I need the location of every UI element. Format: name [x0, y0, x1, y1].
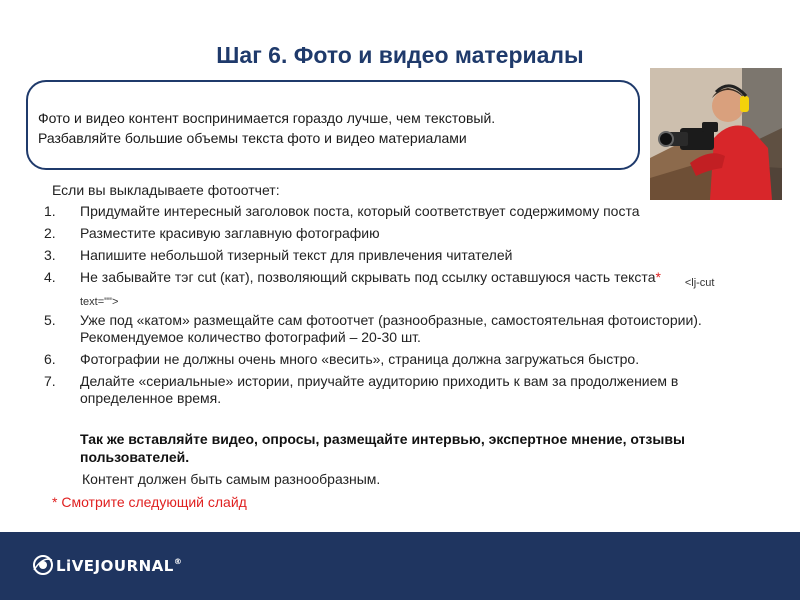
- step-number: 7.: [44, 373, 56, 389]
- steps-list: [44, 203, 754, 412]
- callout-text: [38, 108, 638, 148]
- callout-line-1: Фото и видео контент воспринимается гораздо лучше, чем текстовый.: [38, 110, 496, 126]
- step-number: 4.: [44, 269, 56, 285]
- list-item: [44, 225, 754, 242]
- step-text: Напишите небольшой тизерный текст для привлечения читателей: [80, 247, 513, 263]
- next-slide-note: * Смотрите следующий слайд: [52, 494, 247, 510]
- step-text: Уже под «катом» размещайте сам фотоотчет (разнообразные, самостоятельная фотоистории). Рекомендуемое количество фотографий – 20-30 шт.: [80, 312, 702, 345]
- step-number: 1.: [44, 203, 56, 219]
- photographer-photo: [650, 68, 782, 200]
- extra-content-note: Так же вставляйте видео, опросы, размещайте интервью, экспертное мнение, отзывы пользователей.: [80, 431, 685, 465]
- intro-text: Если вы выкладываете фотоотчет:: [52, 182, 280, 198]
- slide-title: Шаг 6. Фото и видео материалы: [216, 42, 584, 68]
- lj-cut-tag-example: <lj-cut text="">: [80, 277, 715, 308]
- step-number: 6.: [44, 351, 56, 367]
- step-text: Не забывайте тэг cut (кат), позволяющий скрывать под ссылку оставшуюся часть текста: [80, 269, 656, 285]
- list-item: [44, 373, 754, 407]
- list-item: [44, 351, 754, 368]
- step-text: Придумайте интересный заголовок поста, который соответствует содержимому поста: [80, 203, 640, 219]
- footnote-star: *: [655, 269, 661, 285]
- callout-line-2: Разбавляйте большие объемы текста фото и видео материалами: [38, 130, 467, 146]
- logo-text: LiVEJOURNAL®: [56, 557, 183, 575]
- variety-note: Контент должен быть самым разнообразным.: [82, 471, 381, 487]
- livejournal-logo-icon: [32, 554, 54, 576]
- step-text: Разместите красивую заглавную фотографию: [80, 225, 380, 241]
- footer-bar: [0, 532, 800, 600]
- list-item: [44, 312, 754, 346]
- step-text: Делайте «сериальные» истории, приучайте аудиторию приходить к вам за продолжением в определенное время.: [80, 373, 679, 406]
- list-item: [44, 269, 754, 307]
- step-number: 2.: [44, 225, 56, 241]
- list-item: [44, 203, 754, 220]
- step-text: Фотографии не должны очень много «весить», страница должна загружаться быстро.: [80, 351, 640, 367]
- list-item: [44, 247, 754, 264]
- step-number: 3.: [44, 247, 56, 263]
- step-number: 5.: [44, 312, 56, 328]
- livejournal-logo: [32, 554, 183, 578]
- callout-box: [26, 80, 640, 170]
